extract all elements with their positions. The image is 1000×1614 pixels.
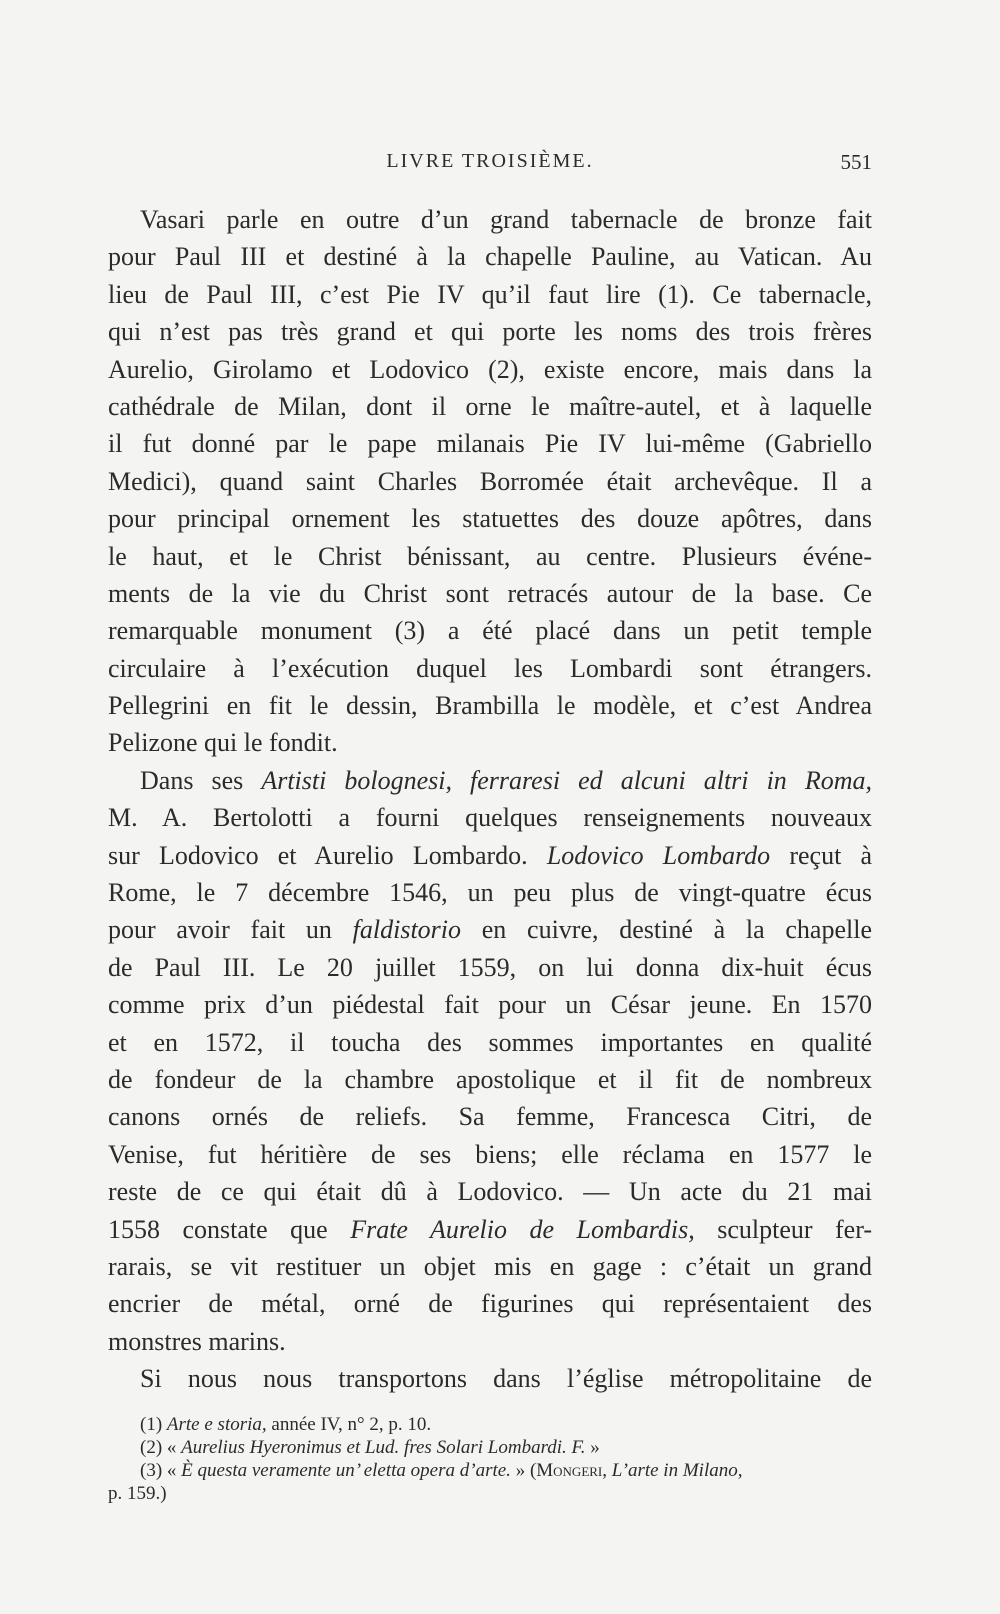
italic-name-aurelio: Frate Aurelio de Lombardis,	[350, 1214, 695, 1244]
text-line: Pellegrini en fit le dessin, Brambilla le modèle, et c’est Andrea	[108, 691, 872, 721]
text-line: pour principal ornement les statuettes des douze apôtres, dans	[108, 504, 872, 534]
text-run: » (	[510, 1460, 537, 1481]
text-line: Pelizone qui le fondit.	[108, 728, 338, 758]
running-head	[108, 150, 872, 178]
paragraph-3	[108, 1360, 872, 1397]
paragraph-1	[108, 201, 872, 762]
text-line: et en 1572, il toucha des sommes importantes en qualité	[108, 1027, 872, 1057]
text-line: Medici), quand saint Charles Borromée était archevêque. Il a	[108, 466, 872, 496]
text-line	[108, 837, 872, 874]
text-line: rarais, se vit restituer un objet mis en gage : c’était un grand	[108, 1251, 872, 1281]
running-title: LIVRE TROISIÈME.	[386, 150, 594, 172]
text-line: de Paul III. Le 20 juillet 1559, on lui donna dix-huit écus	[108, 952, 872, 982]
footnote-italic: È questa veramente un’ eletta opera d’arte.	[181, 1460, 511, 1481]
footnote-3	[108, 1459, 872, 1482]
text-line: M. A. Bertolotti a fourni quelques renseignements nouveaux	[108, 803, 872, 833]
text-run: (2) «	[140, 1437, 182, 1458]
italic-term-faldistorio: faldistorio	[352, 915, 462, 945]
text-line: pour Paul III et destiné à la chapelle Pauline, au Vatican. Au	[108, 242, 872, 272]
text-run: reçut à	[770, 840, 872, 870]
text-line	[108, 911, 872, 948]
text-line	[108, 1211, 872, 1248]
text-run: sur Lodovico et Aurelio Lombardo.	[108, 840, 547, 870]
text-line: remarquable monument (3) a été placé dans un petit temple	[108, 616, 872, 646]
text-line: circulaire à l’exécution duquel les Lombardi sont étrangers.	[108, 653, 872, 683]
text-line: ments de la vie du Christ sont retracés autour de la base. Ce	[108, 578, 872, 608]
text-line: monstres marins.	[108, 1326, 286, 1356]
book-title-artisti-bolognesi: Artisti bolognesi, ferraresi ed alcuni altri in Roma,	[261, 765, 872, 795]
text-line: comme prix d’un piédestal fait pour un César jeune. En 1570	[108, 990, 872, 1020]
footnote-author: Mongeri,	[536, 1460, 608, 1481]
footnote-italic: Arte e storia,	[166, 1414, 267, 1435]
text-run: Dans ses	[140, 765, 262, 795]
text-line: Aurelio, Girolamo et Lodovico (2), existe encore, mais dans la	[108, 354, 872, 384]
text-line: le haut, et le Christ bénissant, au centre. Plusieurs événe-	[108, 541, 872, 571]
text-line: reste de ce qui était dû à Lodovico. — Un acte du 21 mai	[108, 1177, 872, 1207]
text-run: (1)	[140, 1414, 167, 1435]
text-line: il fut donné par le pape milanais Pie IV lui-même (Gabriello	[108, 429, 872, 459]
footnote-1	[108, 1413, 872, 1436]
text-run: (3) «	[140, 1460, 182, 1481]
body-text	[108, 201, 872, 1398]
text-run: sculpteur fer-	[694, 1214, 872, 1244]
text-line	[108, 762, 872, 799]
italic-name-lodovico: Lodovico Lombardo	[546, 840, 771, 870]
text-line: Rome, le 7 décembre 1546, un peu plus de vingt-quatre écus	[108, 878, 872, 908]
footnotes	[108, 1413, 872, 1505]
paragraph-2	[108, 762, 872, 1360]
footnote-2	[108, 1436, 872, 1459]
text-run: année IV, n° 2, p. 10.	[266, 1414, 432, 1435]
text-line: de fondeur de la chambre apostolique et il fit de nombreux	[108, 1064, 872, 1094]
text-run: pour avoir fait un	[108, 915, 353, 945]
text-run: en cuivre, destiné à la chapelle	[461, 915, 872, 945]
footnote-italic: Aurelius Hyeronimus et Lud. fres Solari Lombardi. F.	[181, 1437, 586, 1458]
text-line: Si nous nous transportons dans l’église métropolitaine de	[140, 1364, 872, 1394]
text-line: encrier de métal, orné de figurines qui représentaient des	[108, 1289, 872, 1319]
page-number: 551	[840, 150, 872, 174]
text-line: canons ornés de reliefs. Sa femme, Francesca Citri, de	[108, 1102, 872, 1132]
text-run: 1558 constate que	[108, 1214, 351, 1244]
footnote-3-continuation: p. 159.)	[108, 1483, 167, 1504]
text-line: lieu de Paul III, c’est Pie IV qu’il faut lire (1). Ce tabernacle,	[108, 279, 872, 309]
text-line: qui n’est pas très grand et qui porte les noms des trois frères	[108, 317, 872, 347]
text-line: Venise, fut héritière de ses biens; elle réclama en 1577 le	[108, 1139, 872, 1169]
footnote-italic: L’arte in Milano,	[607, 1460, 743, 1481]
text-line: Vasari parle en outre d’un grand tabernacle de bronze fait	[140, 205, 872, 234]
text-line: cathédrale de Milan, dont il orne le maître-autel, et à laquelle	[108, 391, 872, 421]
text-run: »	[585, 1437, 600, 1458]
